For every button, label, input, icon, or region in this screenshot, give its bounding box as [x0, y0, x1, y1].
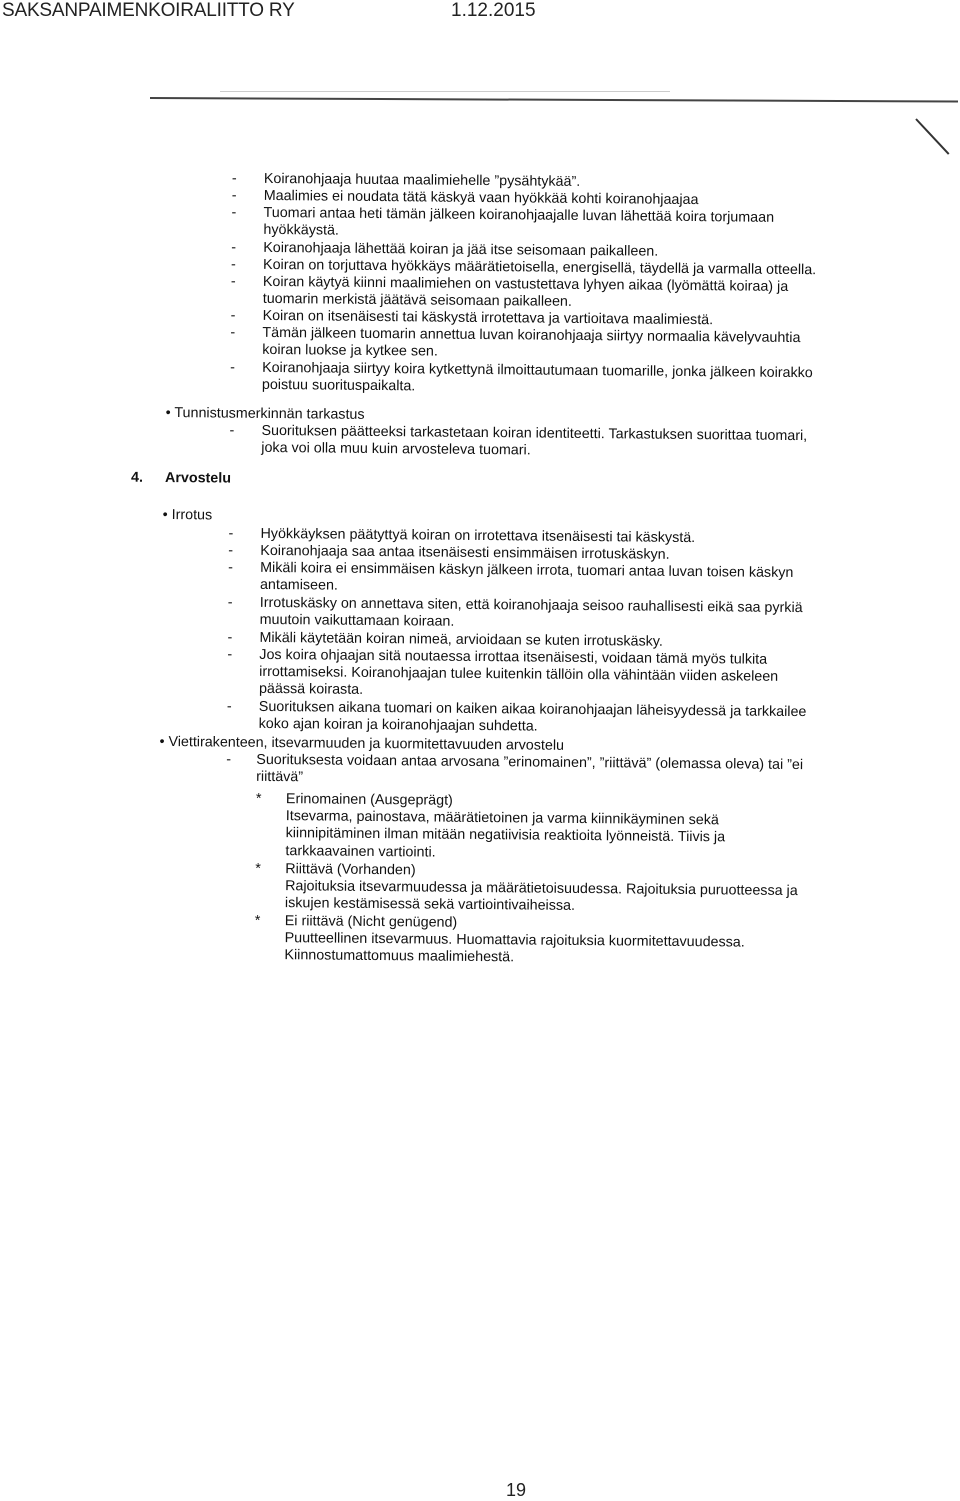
list-item-line: Koiranohjaaja siirtyy koira kytkettynä ilmoittautumaan tuomarille, jonka jälkeen koirakko	[262, 359, 813, 382]
page-number: 19	[506, 1480, 527, 1500]
list-bullet: -	[231, 170, 237, 187]
list-item-line: tuomarin merkistä jäätävä seisomaan paikalleen.	[262, 291, 572, 311]
list-item-line: Mikäli käytetään koiran nimeä, arvioidaan se kuten irrotuskäsky.	[259, 629, 663, 650]
list-bullet: -	[230, 307, 236, 324]
document-header-date: 1.12.2015	[451, 0, 536, 21]
grade-description-line: kiinnipitäminen ilman mitään negatiivisia reaktioita lyönneistä. Tiivis ja	[285, 825, 726, 846]
grade-description-line: iskujen kestämisessä sekä vartiointivaiheissa.	[284, 895, 576, 915]
list-bullet: -	[229, 422, 235, 439]
list-item-line: muutoin vaikuttamaan koiraan.	[259, 612, 455, 630]
list-item-line: Koiranohjaaja huutaa maalimiehelle ”pysähtykää”.	[263, 170, 581, 190]
document-header-org: SAKSANPAIMENKOIRALIITTO RY	[2, 0, 295, 21]
list-bullet: -	[226, 751, 232, 768]
grade-title: Erinomainen (Ausgeprägt)	[285, 791, 453, 809]
list-item-line: Koiran on torjuttava hyökkäys määrätietoisella, energisellä, täydellä ja varmalla otteella.	[263, 256, 817, 279]
list-item-line: Maalimies ei noudata tätä käskyä vaan hyökkää kohti koiranohjaajaa	[263, 187, 699, 209]
list-item-line: Koiran on itsenäisesti tai käskystä irrotettava ja vartioitava maalimiestä.	[262, 307, 714, 329]
header-faint-rule	[220, 91, 670, 92]
grade-marker: *	[254, 912, 261, 929]
section-number: 4.	[130, 469, 144, 486]
list-item-line: Irrotuskäsky on annettava siten, että koiranohjaaja seisoo rauhallisesti eikä saa pyrkiä	[259, 594, 803, 617]
list-item-line: joka voi olla muu kuin arvosteleva tuomari.	[261, 440, 531, 459]
list-item-line: koiran luokse ja kytkee sen.	[262, 342, 438, 360]
header-rule	[150, 97, 958, 103]
list-item-line: Tämän jälkeen tuomarin annettua luvan koiranohjaaja siirtyy normaalia kävelyvauhtia	[262, 324, 801, 347]
grade-title: Riittävä (Vorhanden)	[285, 861, 416, 879]
grade-description-line: Itsevarma, painostava, määrätietoinen ja varma kiinnikäyminen sekä	[285, 808, 719, 829]
list-item-line: Hyökkäyksen päätyttyä koiran on irrotettava itsenäisesti tai käskystä.	[260, 525, 696, 547]
list-item-line: Suorituksen päätteeksi tarkastetaan koiran identiteetti. Tarkastuksen suorittaa tuomari,	[261, 422, 808, 445]
list-bullet: -	[231, 256, 236, 273]
list-item-line: hyökkäystä.	[263, 222, 340, 239]
list-bullet: -	[226, 698, 232, 715]
grade-description-line: Rajoituksia itsevarmuudessa ja määrätietoisuudessa. Rajoituksia puruotteessa ja	[285, 878, 798, 900]
list-bullet: -	[230, 359, 235, 376]
grade-description-line: Kiinnostumattomuus maalimiehestä.	[284, 947, 515, 966]
scan-mark	[915, 118, 949, 154]
grade-marker: *	[255, 860, 261, 877]
list-item-line: riittävä”	[256, 769, 304, 786]
list-bullet: -	[228, 559, 234, 576]
list-bullet: -	[228, 525, 234, 542]
list-bullet: -	[227, 646, 233, 663]
list-item-line: Koiranohjaaja lähettää koiran ja jää itse seisomaan paikalleen.	[263, 239, 659, 260]
list-item-line: Tuomari antaa heti tämän jälkeen koiranohjaajalle luvan lähettää koira torjumaan	[263, 204, 775, 226]
list-item-line: päässä koirasta.	[258, 681, 364, 699]
list-item-line: Koiran käytyä kiinni maalimiehen on vastustettava lyhyen aikaa (lyömättä koiraa) ja	[262, 273, 789, 295]
list-item-line: irrottamiseksi. Koiranohjaajan tulee kuitenkin tällöin olla vähintään viiden askeleen	[259, 664, 779, 686]
grade-title: Ei riittävä (Nicht genügend)	[284, 913, 458, 931]
list-item-line: poistuu suorituspaikalta.	[261, 377, 416, 395]
grade-description-line: tarkkaavainen vartiointi.	[285, 842, 436, 861]
list-item-line: Suorituksen aikana tuomari on kaiken aikaa koiranohjaajan läheisyydessä ja tarkkailee	[258, 698, 807, 721]
list-item-line: Koiranohjaaja saa antaa itsenäisesti ensimmäisen irrotuskäskyn.	[260, 542, 670, 563]
list-bullet: -	[230, 324, 236, 341]
list-item-line: antamiseen.	[259, 577, 338, 594]
list-item-line: koko ajan koiran ja koiranohjaajan suhdetta.	[258, 716, 538, 735]
list-item-line: Mikäli koira ei ensimmäisen käskyn jälkeen irrota, tuomari antaa luvan toisen käskyn	[260, 559, 794, 582]
grade-marker: *	[255, 790, 262, 807]
list-bullet: -	[227, 629, 233, 646]
list-bullet: -	[231, 239, 237, 256]
list-item-line: Suorituksesta voidaan antaa arvosana ”erinomainen”, ”riittävä” (olemassa oleva) tai ”ei	[256, 751, 804, 774]
list-bullet: -	[230, 273, 236, 290]
irrotus-heading: • Irrotus	[162, 506, 213, 524]
list-item-line: Jos koira ohjaajan sitä noutaessa irrottaa itsenäisesti, voidaan tämä myös tulkita	[259, 646, 768, 668]
grade-description-line: Puutteellinen itsevarmuus. Huomattavia rajoituksia kuormitettavuudessa.	[284, 930, 745, 951]
list-bullet: -	[231, 204, 237, 221]
list-bullet: -	[227, 594, 233, 611]
section-title: Arvostelu	[164, 469, 232, 487]
list-bullet: -	[231, 187, 237, 204]
tunnistus-heading: • Tunnistusmerkinnän tarkastus	[165, 404, 365, 423]
vietti-heading: • Viettirakenteen, itsevarmuuden ja kuormitettavuuden arvostelu	[159, 733, 565, 754]
list-bullet: -	[228, 542, 234, 559]
